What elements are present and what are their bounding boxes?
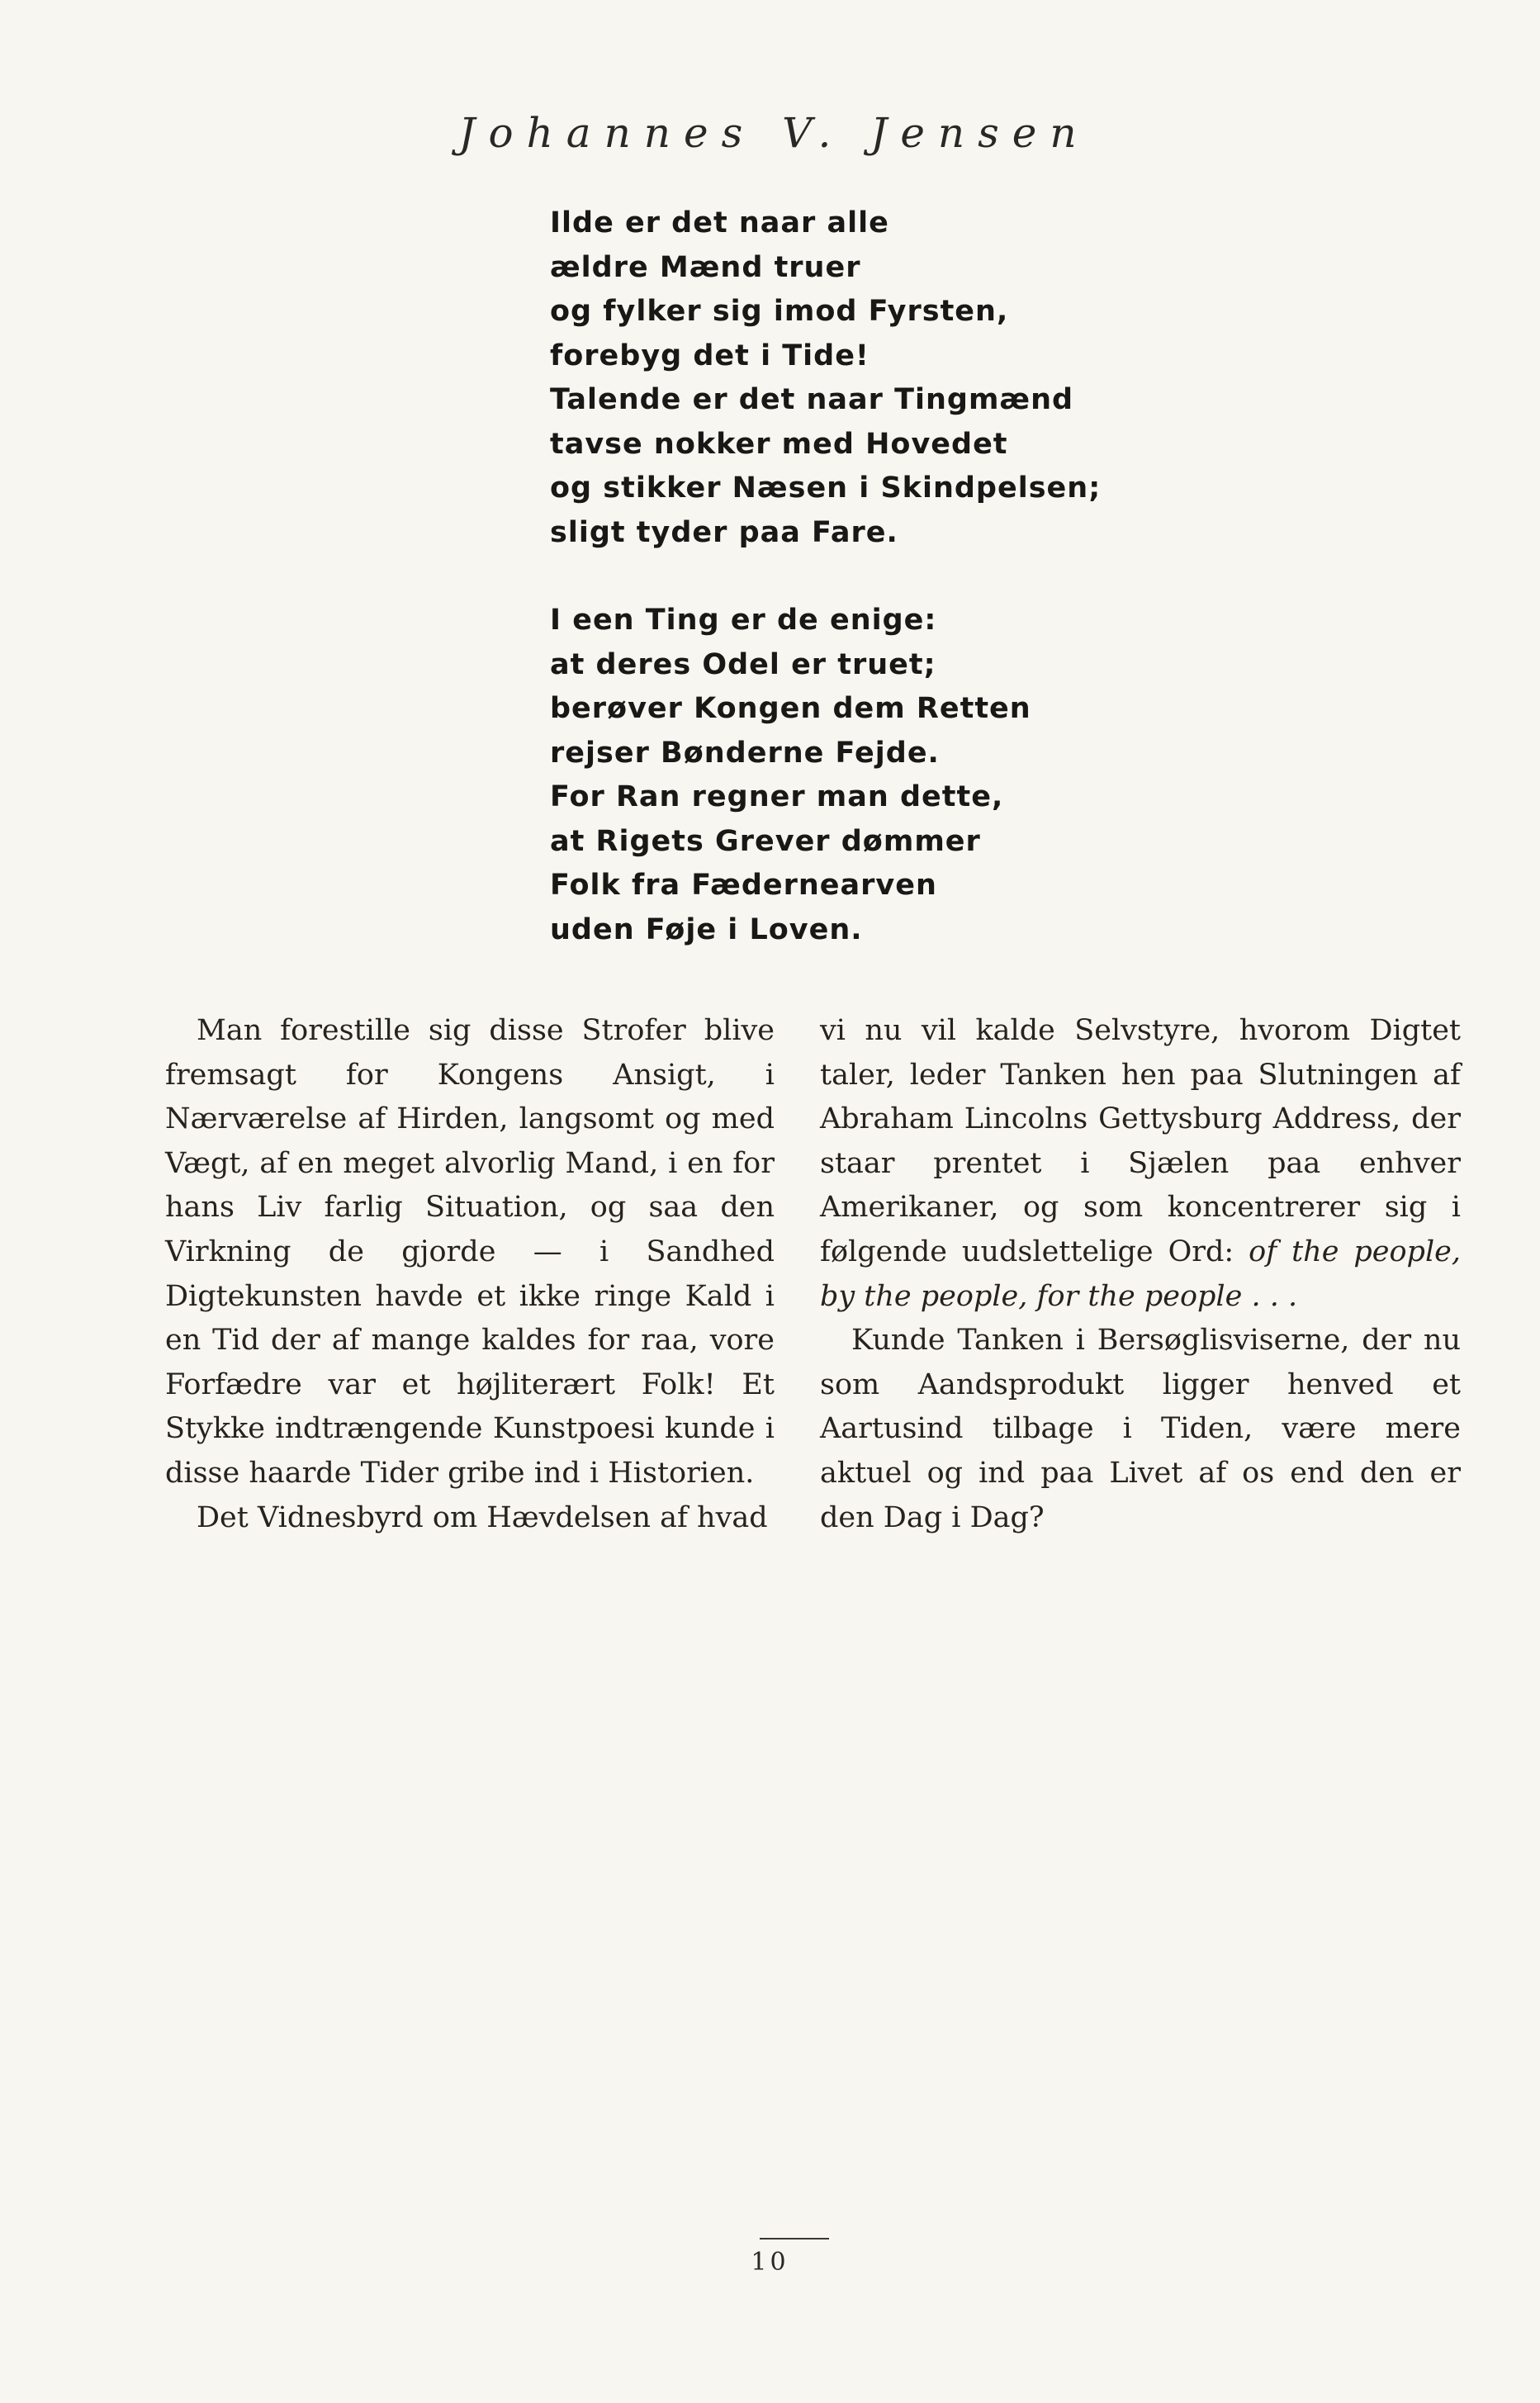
verse-line: Ilde er det naar alle [550,206,889,239]
body-column-left [165,1009,775,1540]
body-paragraph-continued [820,1009,1461,1319]
poem [550,201,1211,952]
verse-line: og fylker sig imod Fyrsten, [550,295,1009,328]
verse-line: rejser Bønderne Fejde. [550,736,940,770]
verse-line: at deres Odel er truet; [550,647,936,681]
verse-line: forebyg det i Tide! [550,339,870,372]
verse-line: ældre Mænd truer [550,250,861,284]
body-paragraph: Det Vidnesbyrd om Hævdelsen af hvad [197,1500,768,1534]
verse-line: at Rigets Grever dømmer [550,824,981,858]
verse-line: Talende er det naar Tingmænd [550,383,1074,416]
verse-line: tavse nokker med Hovedet [550,427,1008,461]
verse-line: Folk fra Fædernearven [550,869,937,902]
verse-line: For Ran regner man dette, [550,780,1004,813]
paragraph-text: vi nu vil kalde Selvstyre, hvorom Digtet taler, leder Tanken hen paa Slutningen af Abraham Lincolns Gettysburg Address, der staar prentet i Sjælen paa enhver Amerikaner, og som koncentrerer sig i følgende uudslettelige Ord: [820,1014,1461,1268]
body-column-right [820,1009,1461,1540]
verse-line: berøver Kongen dem Retten [550,692,1031,725]
running-header-author: Johannes V. Jensen [458,109,1090,157]
poem-stanza-1 [550,201,1211,555]
verse-line: sligt tyder paa Fare. [550,515,898,549]
page-number-rule [760,2238,829,2239]
body-paragraph: Kunde Tanken i Bersøglisviserne, der nu som Aandsprodukt ligger henved et Aartusind tilbage i Tiden, være mere aktuel og ind paa Livet af os end den er den Dag i Dag? [820,1324,1461,1534]
page-number: 10 [751,2248,789,2277]
verse-line: uden Føje i Loven. [550,912,863,946]
verse-line: I een Ting er de enige: [550,604,937,637]
gettysburg-quote: of the people, by the people, for the people . . . [820,1235,1461,1313]
verse-line: og stikker Næsen i Skindpelsen; [550,472,1102,505]
poem-stanza-2 [550,599,1211,952]
body-paragraph: Man forestille sig disse Strofer blive fremsagt for Kongens Ansigt, i Nærværelse af Hirden, langsomt og med Vægt, af en meget alvorlig Mand, i en for hans Liv farlig Situation, og saa den Virkning de gjorde — i Sandhed Digtekunsten havde et ikke ringe Kald i en Tid der af mange kaldes for raa, vore Forfædre var et højliterært Folk! Et Stykke indtrængende Kunstpoesi kunde i disse haarde Tider gribe ind i Historien. [165,1014,775,1490]
